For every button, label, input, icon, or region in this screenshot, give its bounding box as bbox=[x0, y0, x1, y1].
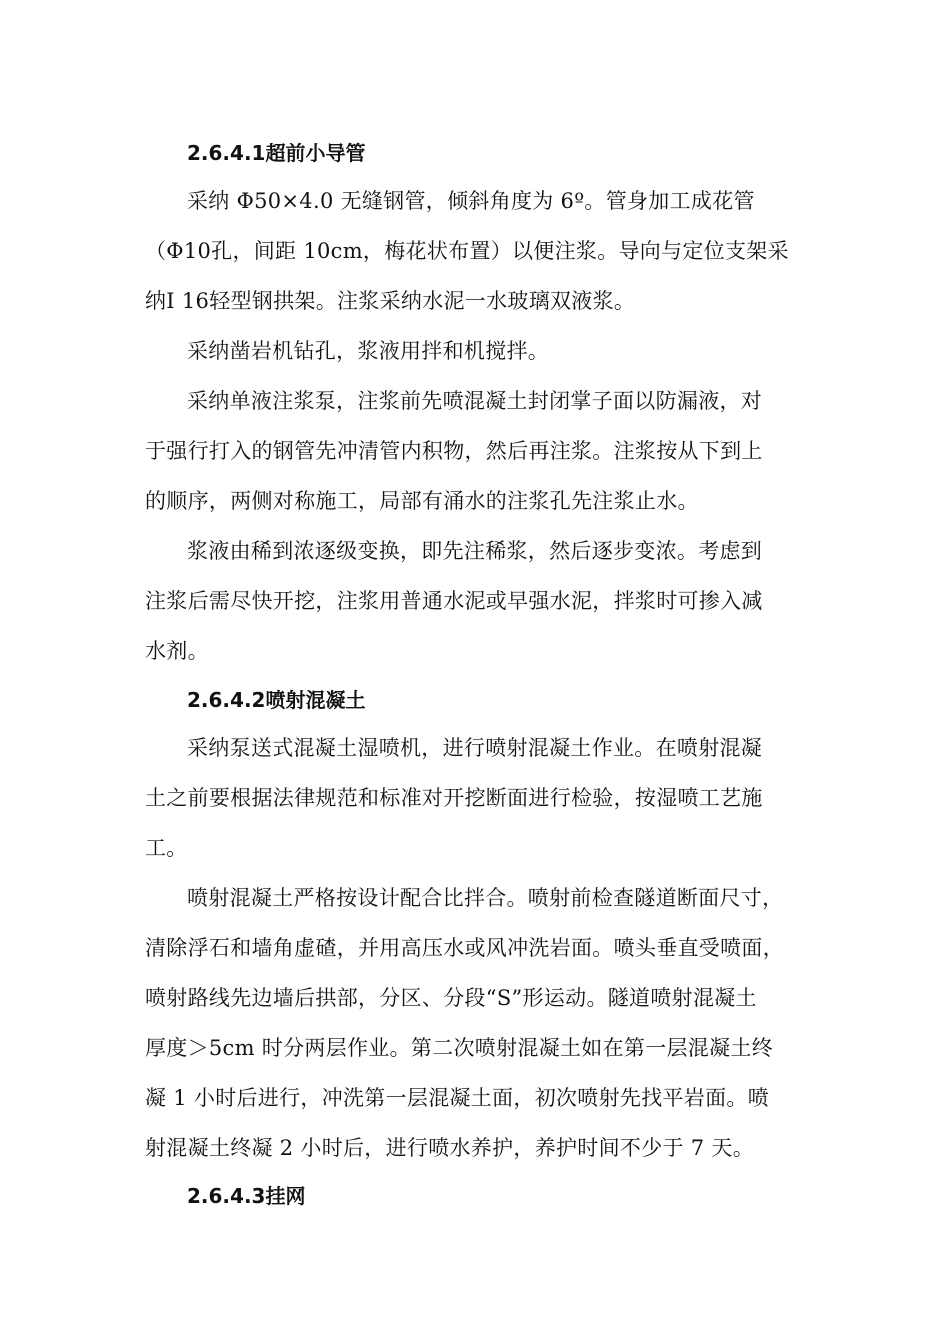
text-line: 清除浮石和墙角虚碴，并用高压水或风冲洗岩面。喷头垂直受喷面， bbox=[145, 936, 784, 960]
text-line: 喷射混凝土严格按设计配合比拌合。喷射前检查隧道断面尺寸， bbox=[187, 886, 784, 910]
text-line: 采纳泵送式混凝土湿喷机，进行喷射混凝土作业。在喷射混凝 bbox=[187, 736, 763, 760]
text-line: 喷射路线先边墙后拱部，分区、分段“S”形运动。隧道喷射混凝土 bbox=[145, 986, 757, 1010]
paragraph bbox=[145, 336, 810, 386]
paragraph bbox=[145, 733, 810, 883]
text-line: 注浆后需尽快开挖，注浆用普通水泥或早强水泥，拌浆时可掺入减 bbox=[145, 589, 763, 613]
paragraph bbox=[145, 386, 810, 536]
text-line: 厚度＞5cm 时分两层作业。第二次喷射混凝土如在第一层混凝土终 bbox=[145, 1036, 774, 1060]
text-line: 的顺序，两侧对称施工，局部有涌水的注浆孔先注浆止水。 bbox=[145, 489, 699, 513]
text-line: （Φ10孔，间距 10cm，梅花状布置）以便注浆。导向与定位支架采 bbox=[145, 239, 789, 263]
paragraph bbox=[145, 883, 810, 1183]
text-line: 土之前要根据法律规范和标准对开挖断面进行检验，按湿喷工艺施 bbox=[145, 786, 763, 810]
text-line: 采纳凿岩机钻孔，浆液用拌和机搅拌。 bbox=[187, 339, 550, 363]
text-line: 于强行打入的钢管先冲清管内积物，然后再注浆。注浆按从下到上 bbox=[145, 439, 763, 463]
section-heading: 2.6.4.3挂网 bbox=[187, 1184, 306, 1208]
text-line: 采纳单液注浆泵，注浆前先喷混凝土封闭掌子面以防漏液，对 bbox=[187, 389, 763, 413]
text-line: 工。 bbox=[145, 836, 188, 860]
text-line: 纳Ⅰ 16轻型钢拱架。注浆采纳水泥一水玻璃双液浆。 bbox=[145, 289, 636, 313]
text-line: 射混凝土终凝 2 小时后，进行喷水养护，养护时间不少于 7 天。 bbox=[145, 1136, 755, 1160]
section-heading: 2.6.4.2喷射混凝土 bbox=[187, 688, 366, 712]
paragraph bbox=[145, 186, 810, 336]
section-heading: 2.6.4.1超前小导管 bbox=[187, 141, 366, 165]
text-line: 采纳 Φ50×4.0 无缝钢管，倾斜角度为 6º。管身加工成花管 bbox=[187, 189, 755, 213]
text-line: 凝 1 小时后进行，冲洗第一层混凝土面，初次喷射先找平岩面。喷 bbox=[145, 1086, 770, 1110]
text-line: 浆液由稀到浓逐级变换，即先注稀浆，然后逐步变浓。考虑到 bbox=[187, 539, 763, 563]
text-line: 水剂。 bbox=[145, 639, 209, 663]
paragraph bbox=[145, 536, 810, 686]
